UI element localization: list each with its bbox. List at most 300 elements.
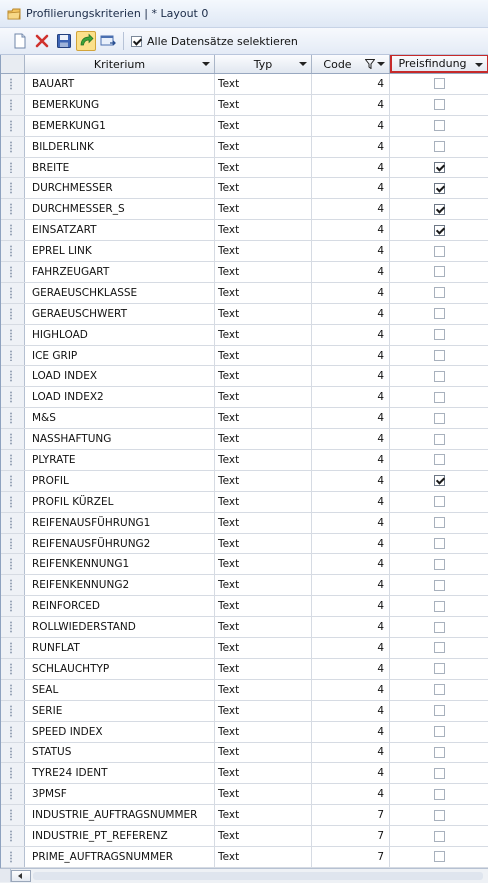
preisfindung-checkbox[interactable] xyxy=(434,413,445,424)
cell-code[interactable]: 4 xyxy=(312,680,390,700)
row-selector[interactable] xyxy=(1,638,25,658)
preisfindung-checkbox[interactable] xyxy=(434,642,445,653)
table-row[interactable] xyxy=(1,262,488,283)
cell-code[interactable]: 4 xyxy=(312,408,390,428)
row-selector[interactable] xyxy=(1,283,25,303)
column-header-kriterium[interactable] xyxy=(25,55,215,73)
cell-code[interactable]: 4 xyxy=(312,220,390,240)
table-row[interactable] xyxy=(1,450,488,471)
cell-preisfindung[interactable] xyxy=(390,471,488,491)
cell-code[interactable]: 4 xyxy=(312,74,390,94)
scroll-left-button[interactable] xyxy=(11,870,31,882)
cell-code[interactable]: 7 xyxy=(312,847,390,867)
cell-kriterium[interactable]: BREITE xyxy=(25,158,215,178)
table-row[interactable] xyxy=(1,847,488,868)
cell-code[interactable]: 4 xyxy=(312,659,390,679)
preisfindung-checkbox[interactable] xyxy=(434,246,445,257)
cell-code[interactable]: 4 xyxy=(312,178,390,198)
table-row[interactable] xyxy=(1,137,488,158)
cell-kriterium[interactable]: FAHRZEUGART xyxy=(25,262,215,282)
refresh-button[interactable] xyxy=(76,31,96,51)
cell-code[interactable]: 4 xyxy=(312,722,390,742)
preisfindung-checkbox[interactable] xyxy=(434,789,445,800)
cell-code[interactable]: 4 xyxy=(312,617,390,637)
table-row[interactable] xyxy=(1,429,488,450)
cell-preisfindung[interactable] xyxy=(390,492,488,512)
table-row[interactable] xyxy=(1,387,488,408)
cell-code[interactable]: 4 xyxy=(312,513,390,533)
preisfindung-checkbox[interactable] xyxy=(434,454,445,465)
cell-typ[interactable]: Text xyxy=(215,847,312,867)
row-selector[interactable] xyxy=(1,575,25,595)
preisfindung-checkbox[interactable] xyxy=(434,726,445,737)
export-icon xyxy=(100,33,116,49)
cell-typ[interactable]: Text xyxy=(215,471,312,491)
cell-preisfindung[interactable] xyxy=(390,617,488,637)
table-row[interactable] xyxy=(1,95,488,116)
cell-kriterium[interactable]: REIFENKENNUNG1 xyxy=(25,554,215,574)
table-row[interactable] xyxy=(1,408,488,429)
row-selector[interactable] xyxy=(1,387,25,407)
table-row[interactable] xyxy=(1,325,488,346)
cell-code[interactable]: 4 xyxy=(312,387,390,407)
cell-typ[interactable]: Text xyxy=(215,346,312,366)
cell-code[interactable]: 4 xyxy=(312,554,390,574)
table-row[interactable] xyxy=(1,74,488,95)
cell-typ[interactable]: Text xyxy=(215,450,312,470)
cell-kriterium[interactable]: PROFIL KÜRZEL xyxy=(25,492,215,512)
cell-typ[interactable]: Text xyxy=(215,325,312,345)
row-selector[interactable] xyxy=(1,492,25,512)
cell-code[interactable]: 4 xyxy=(312,262,390,282)
cell-kriterium[interactable]: PROFIL xyxy=(25,471,215,491)
cell-preisfindung[interactable] xyxy=(390,283,488,303)
new-icon xyxy=(12,33,28,49)
row-selector[interactable] xyxy=(1,116,25,136)
row-selector[interactable] xyxy=(1,784,25,804)
cell-preisfindung[interactable] xyxy=(390,534,488,554)
cell-typ[interactable]: Text xyxy=(215,283,312,303)
cell-kriterium[interactable]: GERAEUSCHWERT xyxy=(25,304,215,324)
cell-preisfindung[interactable] xyxy=(390,680,488,700)
row-selector[interactable] xyxy=(1,450,25,470)
cell-preisfindung[interactable] xyxy=(390,325,488,345)
cell-preisfindung[interactable] xyxy=(390,847,488,867)
cell-preisfindung[interactable] xyxy=(390,805,488,825)
preisfindung-checkbox[interactable] xyxy=(434,538,445,549)
row-selector[interactable] xyxy=(1,220,25,240)
column-dropdown-arrow-icon[interactable] xyxy=(475,63,483,67)
cell-typ[interactable]: Text xyxy=(215,74,312,94)
cell-code[interactable]: 7 xyxy=(312,805,390,825)
preisfindung-checkbox[interactable] xyxy=(434,517,445,528)
cell-kriterium[interactable]: HIGHLOAD xyxy=(25,325,215,345)
cell-code[interactable]: 4 xyxy=(312,701,390,721)
preisfindung-checkbox[interactable] xyxy=(434,183,445,194)
table-row[interactable] xyxy=(1,534,488,555)
cell-preisfindung[interactable] xyxy=(390,638,488,658)
table-row[interactable] xyxy=(1,659,488,680)
row-selector[interactable] xyxy=(1,74,25,94)
row-selector[interactable] xyxy=(1,199,25,219)
cell-preisfindung[interactable] xyxy=(390,199,488,219)
cell-kriterium[interactable]: EPREL LINK xyxy=(25,241,215,261)
cell-code[interactable]: 4 xyxy=(312,199,390,219)
cell-kriterium[interactable]: BAUART xyxy=(25,74,215,94)
preisfindung-checkbox[interactable] xyxy=(434,434,445,445)
grid-rows xyxy=(1,74,488,868)
cell-kriterium[interactable]: REIFENAUSFÜHRUNG1 xyxy=(25,513,215,533)
row-selector[interactable] xyxy=(1,137,25,157)
cell-kriterium[interactable]: SPEED INDEX xyxy=(25,722,215,742)
cell-code[interactable]: 4 xyxy=(312,137,390,157)
cell-preisfindung[interactable] xyxy=(390,387,488,407)
cell-typ[interactable]: Text xyxy=(215,199,312,219)
window-title: Profilierungskriterien | * Layout 0 xyxy=(26,7,209,20)
preisfindung-checkbox[interactable] xyxy=(434,663,445,674)
cell-preisfindung[interactable] xyxy=(390,408,488,428)
row-selector[interactable] xyxy=(1,262,25,282)
cell-preisfindung[interactable] xyxy=(390,220,488,240)
cell-typ[interactable]: Text xyxy=(215,784,312,804)
preisfindung-checkbox[interactable] xyxy=(434,831,445,842)
cell-preisfindung[interactable] xyxy=(390,95,488,115)
row-selector[interactable] xyxy=(1,596,25,616)
cell-code[interactable]: 4 xyxy=(312,158,390,178)
cell-typ[interactable]: Text xyxy=(215,659,312,679)
cell-preisfindung[interactable] xyxy=(390,575,488,595)
export-button[interactable] xyxy=(98,31,118,51)
cell-preisfindung[interactable] xyxy=(390,158,488,178)
column-header-label: Typ xyxy=(253,57,273,71)
row-selector[interactable] xyxy=(1,805,25,825)
cell-preisfindung[interactable] xyxy=(390,701,488,721)
preisfindung-checkbox[interactable] xyxy=(434,99,445,110)
column-dropdown-arrow-icon[interactable] xyxy=(299,62,307,66)
cell-typ[interactable]: Text xyxy=(215,178,312,198)
cell-typ[interactable]: Text xyxy=(215,387,312,407)
cell-preisfindung[interactable] xyxy=(390,262,488,282)
cell-preisfindung[interactable] xyxy=(390,346,488,366)
preisfindung-checkbox[interactable] xyxy=(434,810,445,821)
cell-kriterium[interactable]: REIFENAUSFÜHRUNG2 xyxy=(25,534,215,554)
cell-kriterium[interactable]: INDUSTRIE_AUFTRAGSNUMMER xyxy=(25,805,215,825)
table-row[interactable] xyxy=(1,617,488,638)
cell-code[interactable]: 4 xyxy=(312,283,390,303)
preisfindung-checkbox[interactable] xyxy=(434,266,445,277)
cell-code[interactable]: 4 xyxy=(312,95,390,115)
cell-preisfindung[interactable] xyxy=(390,722,488,742)
preisfindung-checkbox[interactable] xyxy=(434,684,445,695)
preisfindung-checkbox[interactable] xyxy=(434,622,445,633)
column-header-preisfindung[interactable] xyxy=(390,55,488,73)
grid-header xyxy=(1,55,488,74)
cell-typ[interactable]: Text xyxy=(215,826,312,846)
cell-kriterium[interactable]: TYRE24 IDENT xyxy=(25,763,215,783)
cell-kriterium[interactable]: REINFORCED xyxy=(25,596,215,616)
horizontal-scrollbar[interactable] xyxy=(0,868,488,883)
cell-kriterium[interactable]: DURCHMESSER xyxy=(25,178,215,198)
row-selector[interactable] xyxy=(1,617,25,637)
row-selector[interactable] xyxy=(1,325,25,345)
cell-preisfindung[interactable] xyxy=(390,784,488,804)
cell-kriterium[interactable]: SEAL xyxy=(25,680,215,700)
cell-code[interactable]: 4 xyxy=(312,534,390,554)
cell-typ[interactable]: Text xyxy=(215,701,312,721)
scroll-track[interactable] xyxy=(33,872,483,880)
table-row[interactable] xyxy=(1,701,488,722)
row-selector[interactable] xyxy=(1,722,25,742)
row-selector[interactable] xyxy=(1,701,25,721)
cell-typ[interactable]: Text xyxy=(215,617,312,637)
title-bar xyxy=(0,0,488,28)
cell-typ[interactable]: Text xyxy=(215,722,312,742)
table-row[interactable] xyxy=(1,366,488,387)
preisfindung-checkbox[interactable] xyxy=(434,747,445,758)
column-dropdown-arrow-icon[interactable] xyxy=(377,62,385,66)
cell-code[interactable]: 4 xyxy=(312,366,390,386)
cell-typ[interactable]: Text xyxy=(215,492,312,512)
cell-code[interactable]: 4 xyxy=(312,763,390,783)
preisfindung-checkbox[interactable] xyxy=(434,768,445,779)
cell-code[interactable]: 4 xyxy=(312,471,390,491)
cell-code[interactable]: 4 xyxy=(312,575,390,595)
cell-typ[interactable]: Text xyxy=(215,763,312,783)
table-row[interactable] xyxy=(1,638,488,659)
column-header-label: Kriterium xyxy=(93,57,146,71)
row-selector[interactable] xyxy=(1,680,25,700)
cell-typ[interactable]: Text xyxy=(215,116,312,136)
preisfindung-checkbox[interactable] xyxy=(434,371,445,382)
cell-kriterium[interactable]: BILDERLINK xyxy=(25,137,215,157)
cell-preisfindung[interactable] xyxy=(390,116,488,136)
cell-kriterium[interactable]: GERAEUSCHKLASSE xyxy=(25,283,215,303)
cell-preisfindung[interactable] xyxy=(390,596,488,616)
cell-code[interactable]: 4 xyxy=(312,304,390,324)
row-selector[interactable] xyxy=(1,178,25,198)
cell-code[interactable]: 4 xyxy=(312,596,390,616)
table-row[interactable] xyxy=(1,178,488,199)
row-selector[interactable] xyxy=(1,763,25,783)
row-selector[interactable] xyxy=(1,534,25,554)
cell-kriterium[interactable]: SCHLAUCHTYP xyxy=(25,659,215,679)
cell-preisfindung[interactable] xyxy=(390,743,488,763)
delete-icon xyxy=(34,33,50,49)
cell-typ[interactable]: Text xyxy=(215,95,312,115)
preisfindung-checkbox[interactable] xyxy=(434,120,445,131)
cell-typ[interactable]: Text xyxy=(215,596,312,616)
filter-icon[interactable] xyxy=(365,59,375,69)
row-selector[interactable] xyxy=(1,826,25,846)
cell-code[interactable]: 7 xyxy=(312,826,390,846)
select-all-toggle[interactable] xyxy=(131,35,298,48)
cell-preisfindung[interactable] xyxy=(390,178,488,198)
cell-preisfindung[interactable] xyxy=(390,366,488,386)
cell-kriterium[interactable]: REIFENKENNUNG2 xyxy=(25,575,215,595)
cell-code[interactable]: 4 xyxy=(312,116,390,136)
row-selector[interactable] xyxy=(1,346,25,366)
preisfindung-checkbox[interactable] xyxy=(434,601,445,612)
preisfindung-checkbox[interactable] xyxy=(434,287,445,298)
cell-typ[interactable]: Text xyxy=(215,743,312,763)
cell-kriterium[interactable]: ICE GRIP xyxy=(25,346,215,366)
table-row[interactable] xyxy=(1,513,488,534)
cell-kriterium[interactable]: BEMERKUNG xyxy=(25,95,215,115)
row-selector[interactable] xyxy=(1,471,25,491)
table-row[interactable] xyxy=(1,304,488,325)
row-selector[interactable] xyxy=(1,241,25,261)
table-row[interactable] xyxy=(1,680,488,701)
column-header-label: Preisfindung xyxy=(398,57,467,70)
cell-preisfindung[interactable] xyxy=(390,241,488,261)
table-row[interactable] xyxy=(1,199,488,220)
cell-code[interactable]: 4 xyxy=(312,492,390,512)
cell-kriterium[interactable]: LOAD INDEX xyxy=(25,366,215,386)
preisfindung-checkbox[interactable] xyxy=(434,78,445,89)
cell-typ[interactable]: Text xyxy=(215,262,312,282)
table-row[interactable] xyxy=(1,805,488,826)
cell-kriterium[interactable]: PRIME_AUFTRAGSNUMMER xyxy=(25,847,215,867)
cell-code[interactable]: 4 xyxy=(312,325,390,345)
cell-kriterium[interactable]: INDUSTRIE_PT_REFERENZ xyxy=(25,826,215,846)
cell-preisfindung[interactable] xyxy=(390,74,488,94)
preisfindung-checkbox[interactable] xyxy=(434,350,445,361)
cell-preisfindung[interactable] xyxy=(390,554,488,574)
row-selector[interactable] xyxy=(1,659,25,679)
cell-preisfindung[interactable] xyxy=(390,137,488,157)
preisfindung-checkbox[interactable] xyxy=(434,851,445,862)
cell-typ[interactable]: Text xyxy=(215,534,312,554)
cell-code[interactable]: 4 xyxy=(312,784,390,804)
cell-code[interactable]: 4 xyxy=(312,638,390,658)
row-selector[interactable] xyxy=(1,408,25,428)
table-row[interactable] xyxy=(1,763,488,784)
table-row[interactable] xyxy=(1,492,488,513)
preisfindung-checkbox[interactable] xyxy=(434,308,445,319)
cell-typ[interactable]: Text xyxy=(215,366,312,386)
row-selector[interactable] xyxy=(1,554,25,574)
cell-typ[interactable]: Text xyxy=(215,408,312,428)
table-row[interactable] xyxy=(1,743,488,764)
table-row[interactable] xyxy=(1,471,488,492)
cell-kriterium[interactable]: RUNFLAT xyxy=(25,638,215,658)
table-row[interactable] xyxy=(1,116,488,137)
cell-kriterium[interactable]: 3PMSF xyxy=(25,784,215,804)
cell-preisfindung[interactable] xyxy=(390,826,488,846)
window-folder-icon xyxy=(7,8,21,20)
preisfindung-checkbox[interactable] xyxy=(434,559,445,570)
preisfindung-checkbox[interactable] xyxy=(434,225,445,236)
cell-kriterium[interactable]: PLYRATE xyxy=(25,450,215,470)
cell-typ[interactable]: Text xyxy=(215,137,312,157)
cell-preisfindung[interactable] xyxy=(390,659,488,679)
cell-preisfindung[interactable] xyxy=(390,513,488,533)
preisfindung-checkbox[interactable] xyxy=(434,705,445,716)
row-selector[interactable] xyxy=(1,743,25,763)
column-header-typ[interactable] xyxy=(215,55,312,73)
preisfindung-checkbox[interactable] xyxy=(434,392,445,403)
scrollbar-corner xyxy=(0,869,11,882)
cell-kriterium[interactable]: STATUS xyxy=(25,743,215,763)
preisfindung-checkbox[interactable] xyxy=(434,580,445,591)
row-selector[interactable] xyxy=(1,513,25,533)
cell-typ[interactable]: Text xyxy=(215,429,312,449)
preisfindung-checkbox[interactable] xyxy=(434,162,445,173)
cell-kriterium[interactable]: NASSHAFTUNG xyxy=(25,429,215,449)
cell-typ[interactable]: Text xyxy=(215,241,312,261)
row-selector[interactable] xyxy=(1,366,25,386)
cell-preisfindung[interactable] xyxy=(390,450,488,470)
row-selector[interactable] xyxy=(1,158,25,178)
table-row[interactable] xyxy=(1,283,488,304)
table-row[interactable] xyxy=(1,722,488,743)
cell-kriterium[interactable]: EINSATZART xyxy=(25,220,215,240)
cell-kriterium[interactable]: M&S xyxy=(25,408,215,428)
cell-code[interactable]: 4 xyxy=(312,241,390,261)
column-dropdown-arrow-icon[interactable] xyxy=(202,62,210,66)
preisfindung-checkbox[interactable] xyxy=(434,496,445,507)
cell-typ[interactable]: Text xyxy=(215,638,312,658)
cell-preisfindung[interactable] xyxy=(390,304,488,324)
table-row[interactable] xyxy=(1,220,488,241)
table-row[interactable] xyxy=(1,554,488,575)
cell-kriterium[interactable]: LOAD INDEX2 xyxy=(25,387,215,407)
preisfindung-checkbox[interactable] xyxy=(434,141,445,152)
column-header-code[interactable] xyxy=(312,55,390,73)
save-icon xyxy=(56,33,72,49)
delete-button[interactable] xyxy=(32,31,52,51)
cell-code[interactable]: 4 xyxy=(312,429,390,449)
refresh-icon xyxy=(78,33,94,49)
preisfindung-checkbox[interactable] xyxy=(434,475,445,486)
preisfindung-checkbox[interactable] xyxy=(434,329,445,340)
cell-kriterium[interactable]: DURCHMESSER_S xyxy=(25,199,215,219)
cell-kriterium[interactable]: SERIE xyxy=(25,701,215,721)
cell-typ[interactable]: Text xyxy=(215,220,312,240)
cell-code[interactable]: 4 xyxy=(312,450,390,470)
cell-code[interactable]: 4 xyxy=(312,743,390,763)
cell-typ[interactable]: Text xyxy=(215,554,312,574)
cell-preisfindung[interactable] xyxy=(390,763,488,783)
cell-typ[interactable]: Text xyxy=(215,680,312,700)
cell-typ[interactable]: Text xyxy=(215,805,312,825)
table-row[interactable] xyxy=(1,158,488,179)
cell-typ[interactable]: Text xyxy=(215,304,312,324)
cell-preisfindung[interactable] xyxy=(390,429,488,449)
row-selector[interactable] xyxy=(1,95,25,115)
cell-typ[interactable]: Text xyxy=(215,575,312,595)
table-row[interactable] xyxy=(1,784,488,805)
row-selector[interactable] xyxy=(1,429,25,449)
save-button[interactable] xyxy=(54,31,74,51)
table-row[interactable] xyxy=(1,826,488,847)
table-row[interactable] xyxy=(1,346,488,367)
cell-code[interactable]: 4 xyxy=(312,346,390,366)
cell-kriterium[interactable]: ROLLWIEDERSTAND xyxy=(25,617,215,637)
cell-typ[interactable]: Text xyxy=(215,158,312,178)
cell-kriterium[interactable]: BEMERKUNG1 xyxy=(25,116,215,136)
table-row[interactable] xyxy=(1,596,488,617)
row-selector[interactable] xyxy=(1,304,25,324)
select-all-checkbox[interactable] xyxy=(131,36,142,47)
table-row[interactable] xyxy=(1,241,488,262)
preisfindung-checkbox[interactable] xyxy=(434,204,445,215)
select-all-label: Alle Datensätze selektieren xyxy=(147,34,298,48)
cell-typ[interactable]: Text xyxy=(215,513,312,533)
new-button[interactable] xyxy=(10,31,30,51)
row-selector[interactable] xyxy=(1,847,25,867)
table-row[interactable] xyxy=(1,575,488,596)
